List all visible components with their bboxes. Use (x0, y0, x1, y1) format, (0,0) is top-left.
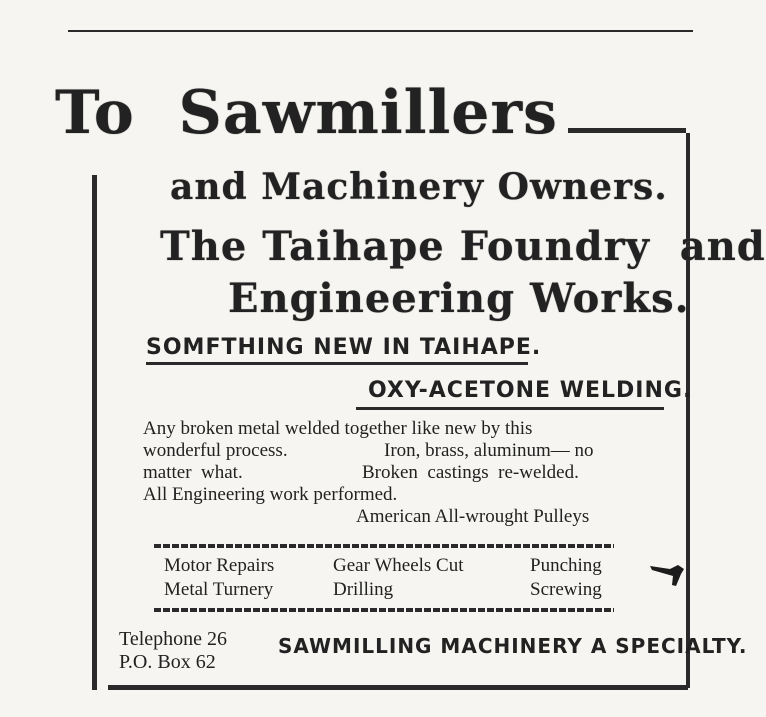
services-bottom-rule (154, 608, 614, 612)
body-line-5: American All-wrought Pulleys (356, 506, 590, 527)
service-metal-turnery: Metal Turnery (164, 579, 274, 600)
headline-something-new: SOMFTHING NEW IN TAIHAPE. (146, 335, 542, 360)
body-line-3b: Broken castings re-welded. (362, 462, 579, 483)
frame-right-border (686, 133, 690, 688)
headline-underline (146, 362, 528, 365)
body-line-2b: Iron, brass, aluminum— no (384, 440, 594, 461)
telephone: Telephone 26 (119, 628, 228, 650)
top-rule (68, 30, 693, 32)
ad-subtitle: and Machinery Owners. (170, 166, 668, 208)
ad-title: To Sawmillers (55, 78, 558, 148)
service-screwing: Screwing (530, 579, 602, 600)
body-line-1: Any broken metal welded together like new by this (143, 418, 533, 439)
title-side-rule (568, 128, 686, 133)
welding-underline (356, 407, 664, 410)
body-line-2a: wonderful process. (143, 440, 288, 461)
company-name-line1: The Taihape Foundry and (160, 223, 766, 270)
headline-welding: OXY-ACETONE WELDING. (368, 378, 693, 403)
pointing-hand-icon (648, 556, 686, 588)
frame-left-border (92, 175, 97, 690)
frame-bottom-border (108, 685, 688, 690)
service-drilling: Drilling (333, 579, 394, 600)
service-motor-repairs: Motor Repairs (164, 555, 275, 576)
body-line-3a: matter what. (143, 462, 243, 483)
company-name-line2: Engineering Works. (228, 275, 690, 322)
specialty-line: SAWMILLING MACHINERY A SPECIALTY. (278, 634, 748, 658)
body-line-4: All Engineering work performed. (143, 484, 398, 505)
service-gear-wheels: Gear Wheels Cut (333, 555, 464, 576)
service-punching: Punching (530, 555, 602, 576)
po-box: P.O. Box 62 (119, 651, 216, 673)
services-top-rule (154, 544, 614, 548)
